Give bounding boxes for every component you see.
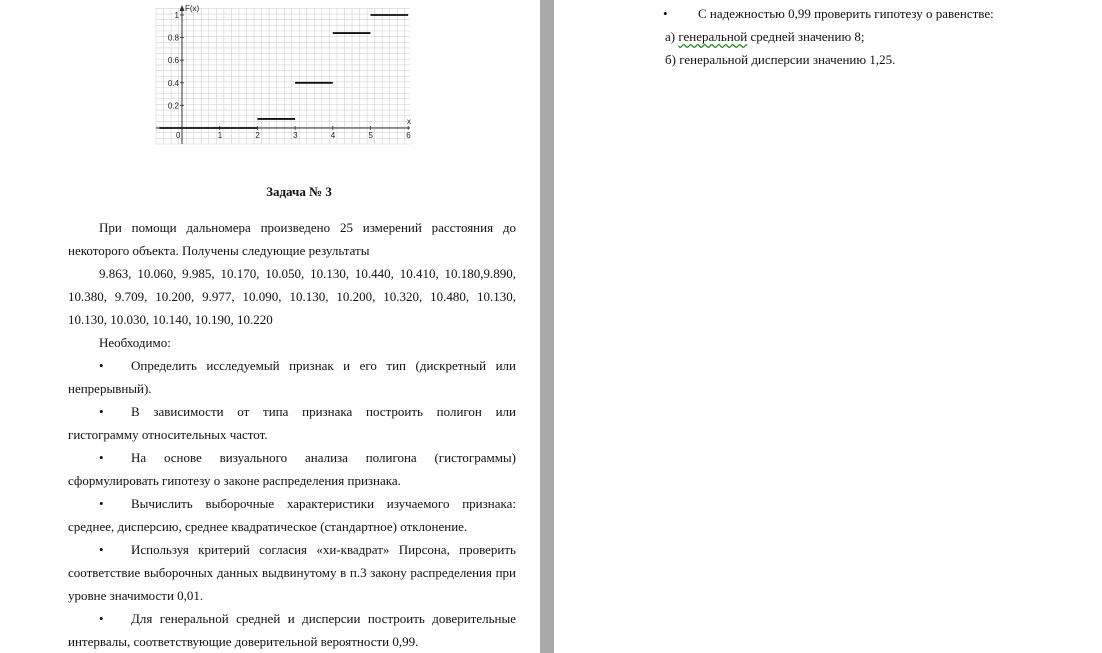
distribution-function-chart — [148, 2, 424, 146]
list-item — [68, 446, 516, 492]
list-item — [68, 607, 516, 653]
task-body — [68, 216, 516, 653]
y-axis-arrow-icon — [180, 5, 185, 11]
list-item — [68, 538, 516, 607]
page-separator — [540, 0, 554, 653]
list-item — [68, 492, 516, 538]
bullet-icon: • — [99, 611, 104, 626]
bullet-icon: • — [99, 542, 104, 557]
list-item — [68, 354, 516, 400]
bullet-icon: • — [663, 6, 668, 21]
x-tick-label: 2 — [255, 131, 260, 140]
left-page — [0, 0, 540, 653]
y-tick-label: 0.8 — [167, 33, 179, 43]
option-b: б) генеральной дисперсии значению 1,25. — [665, 52, 896, 67]
bullet-icon: • — [99, 358, 104, 373]
y-axis-label: F(x) — [185, 4, 200, 13]
x-tick-label: 6 — [406, 131, 411, 140]
list-item — [663, 2, 1086, 25]
option-a-prefix: а) — [665, 29, 679, 44]
y-tick-label: 1 — [174, 11, 179, 20]
x-tick-label: 4 — [330, 131, 336, 140]
list-item-text: Определить исследуемый признак и его тип (дискретный или непрерывный). — [68, 358, 516, 396]
needed-label: Необходимо: — [99, 335, 171, 350]
list-item-text: В зависимости от типа признака построить полигон или гистограмму относительных частот. — [68, 404, 516, 442]
bullet-icon: • — [99, 496, 104, 511]
x-tick-label: 0 — [176, 131, 181, 140]
chart-svg — [148, 2, 424, 146]
hypothesis-options — [666, 25, 1086, 71]
y-tick-label: 0.6 — [167, 56, 179, 66]
option-a-rest: средней значению 8; — [747, 29, 865, 44]
list-item — [68, 400, 516, 446]
y-tick-label: 0.2 — [167, 101, 179, 111]
right-page — [554, 0, 1102, 653]
measurements-paragraph: 9.863, 10.060, 9.985, 10.170, 10.050, 10.130, 10.440, 10.410, 10.180,9.890, 10.380, 9.709, 10.200, 9.977, 10.090, 10.130, 10.200, 10.320, 10.480, 10.130, 10.130, 10.030, 10.140, 10.190, 10.220 — [68, 266, 516, 327]
list-item-text: Вычислить выборочные характеристики изучаемого признака: среднее, дисперсию, среднее квадратическое (стандартное) отклонение. — [68, 496, 516, 534]
intro-paragraph: При помощи дальномера произведено 25 измерений расстояния до некоторого объекта. Получены следующие результаты — [68, 220, 516, 258]
list-item-text: С надежностью 0,99 проверить гипотезу о равенстве: — [698, 6, 994, 21]
option-a — [665, 25, 1086, 48]
bullet-icon: • — [99, 404, 104, 419]
task-title: Задача № 3 — [266, 184, 332, 199]
y-tick-label: 0.4 — [167, 78, 179, 88]
x-tick-label: 5 — [368, 131, 373, 140]
bullet-icon: • — [99, 450, 104, 465]
x-tick-label: 1 — [217, 131, 223, 140]
list-item-text: Для генеральной средней и дисперсии построить доверительные интервалы, соответствующие доверительной вероятности 0,99. — [68, 611, 516, 649]
x-tick-label: 3 — [293, 131, 298, 140]
right-page-text — [663, 2, 1086, 25]
list-item-text: На основе визуального анализа полигона (гистограммы) сформулировать гипотезу о законе распределения признака. — [68, 450, 516, 488]
spellcheck-word[interactable]: генеральной — [678, 29, 748, 44]
x-axis-label: x — [407, 117, 411, 126]
list-item-text: Используя критерий согласия «хи-квадрат» Пирсона, проверить соответствие выборочных данных выдвинутому в п.3 закону распределения при уровне значимости 0,01. — [68, 542, 516, 603]
